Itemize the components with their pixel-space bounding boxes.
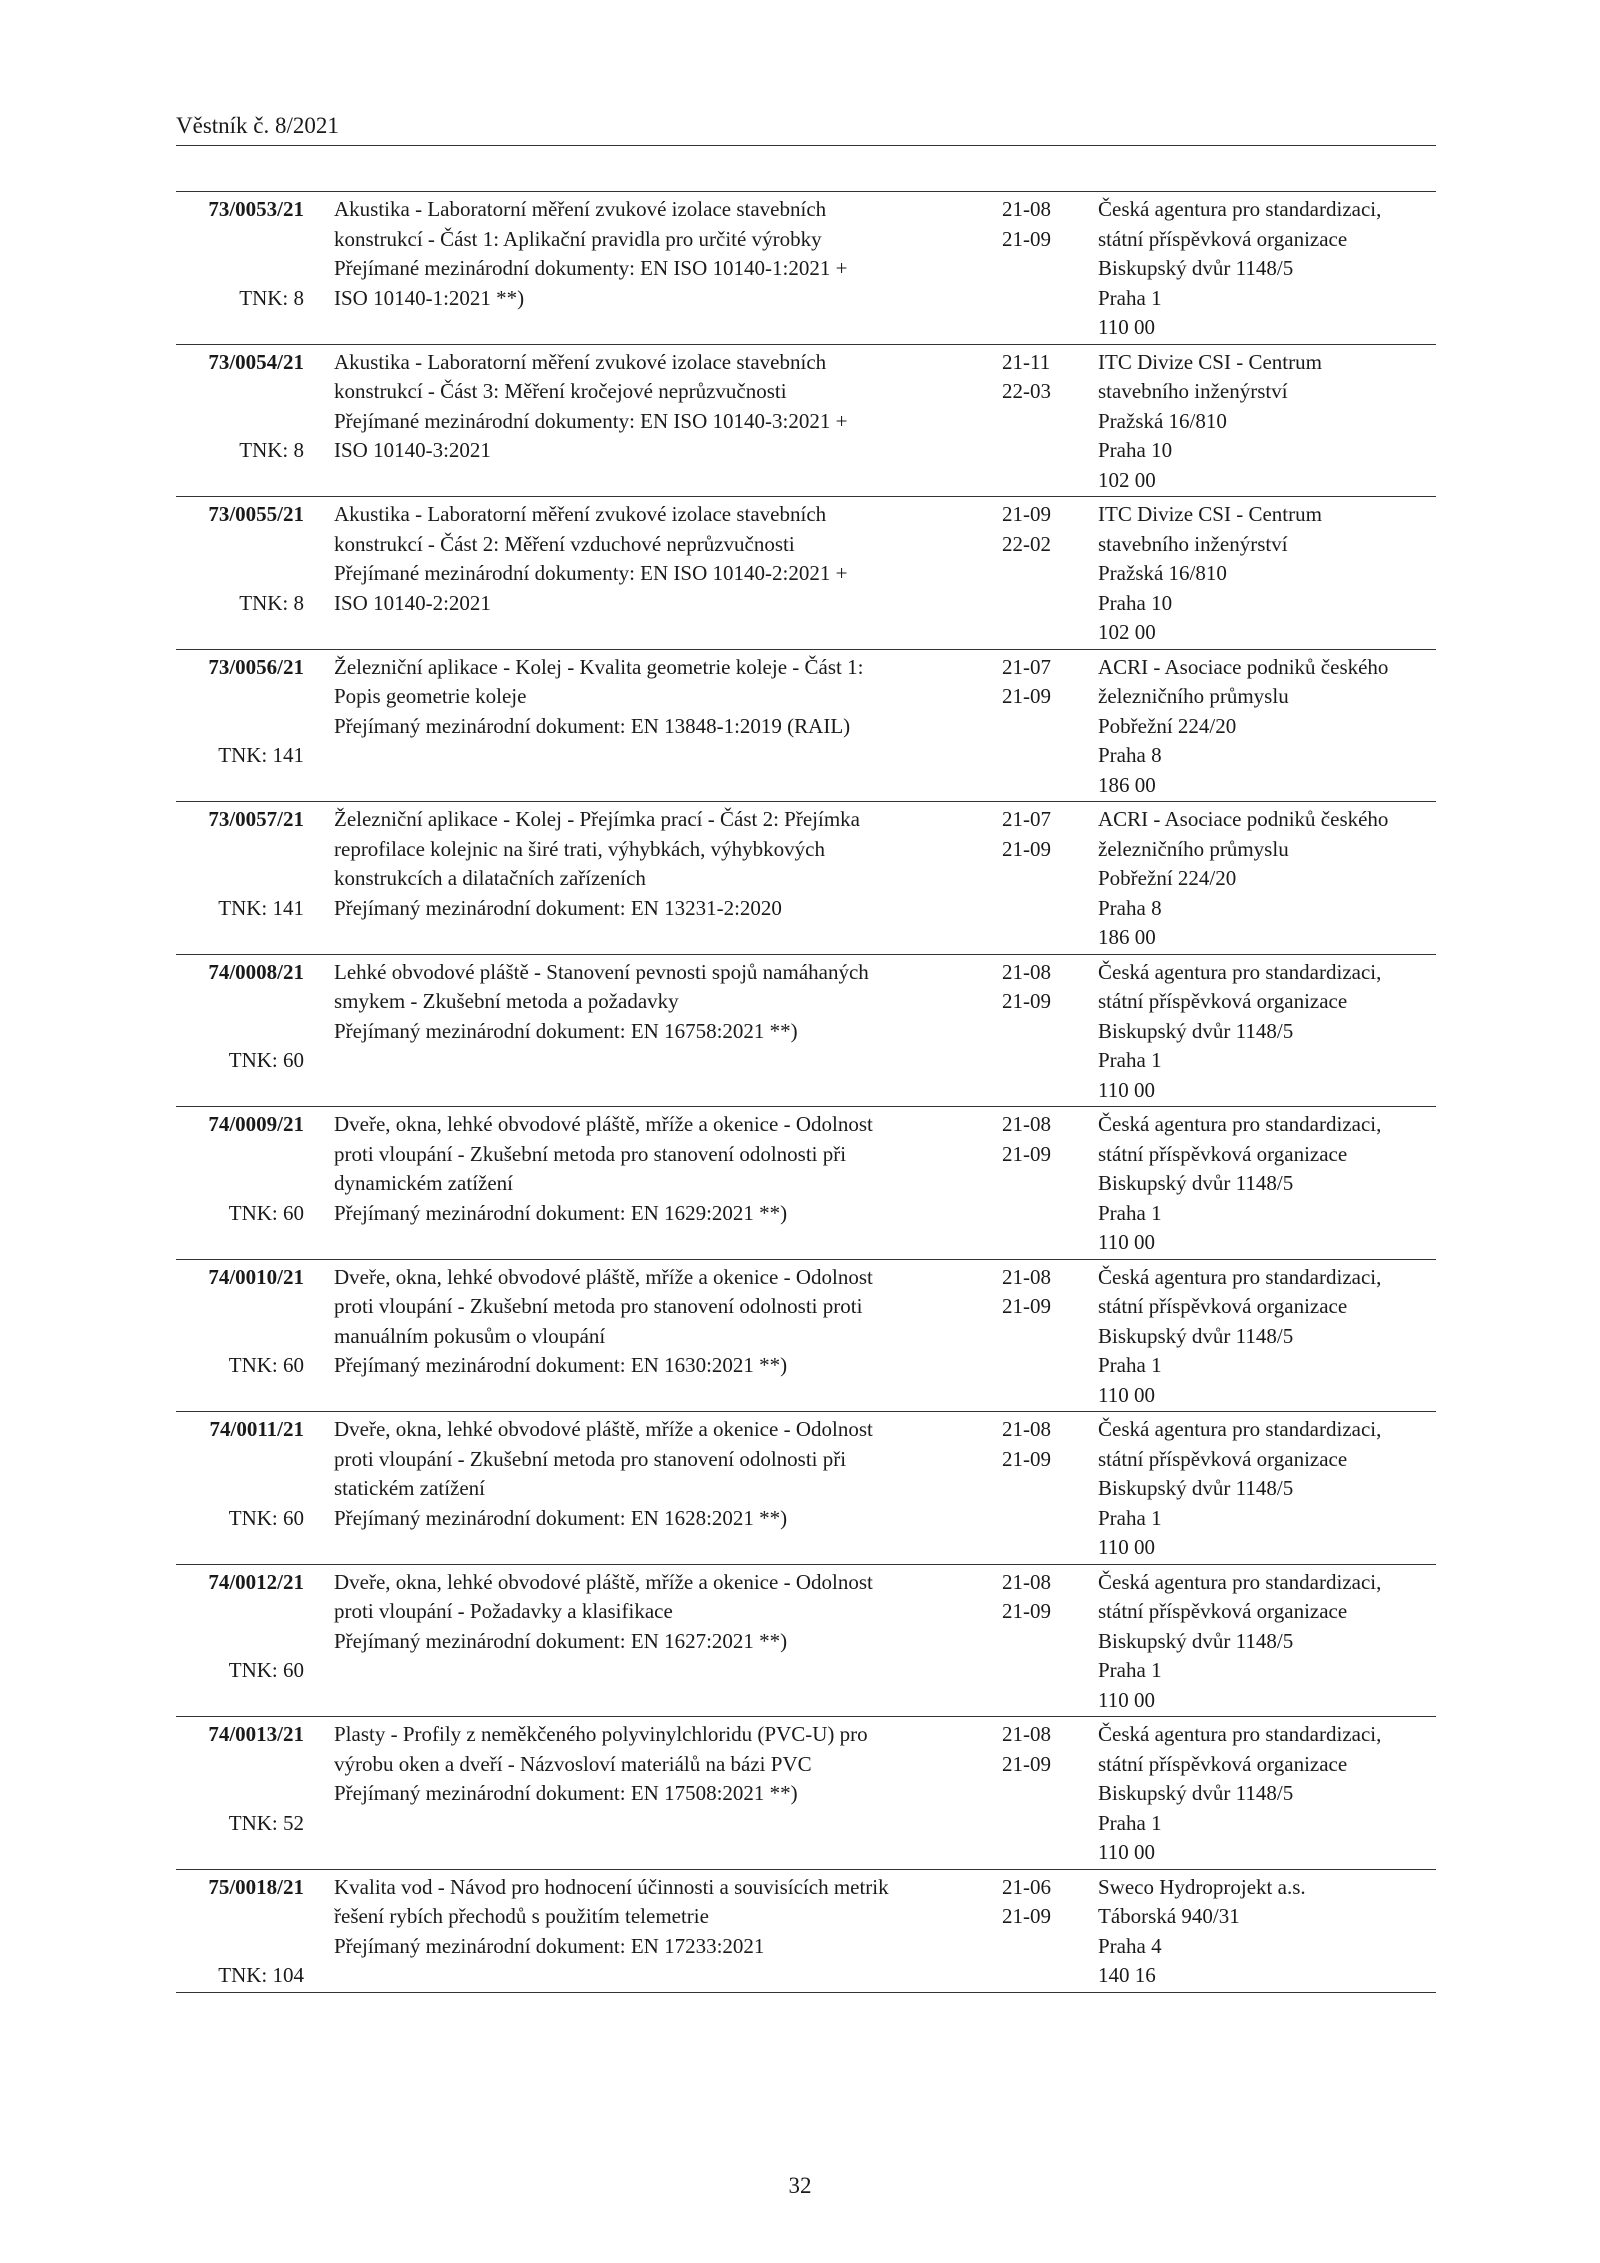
entry-tnk: TNK: 141 [218, 895, 304, 920]
entry-title-line: Přejímané mezinárodní dokumenty: EN ISO 10140-2:2021 + [334, 561, 848, 585]
list-item [176, 497, 1436, 650]
entry-date: 21-09 [1002, 1141, 1051, 1166]
entry-code-column [176, 958, 304, 1072]
entry-title-line: Dveře, okna, lehké obvodové pláště, mříže a okenice - Odolnost [334, 1264, 873, 1289]
entry-organization-line: státní příspěvková organizace [1098, 1141, 1348, 1166]
list-item [176, 955, 1436, 1108]
entry-title-line: konstrukcí - Část 1: Aplikační pravidla pro určité výrobky [334, 226, 822, 251]
entry-date: 21-08 [1002, 1112, 1051, 1136]
spacer [334, 1076, 984, 1106]
entry-title-line: Přejímaný mezinárodní dokument: EN 1629:2021 **) [334, 1200, 788, 1225]
entry-organization-line: stavebního inženýrství [1098, 531, 1288, 556]
entry-title-line: Akustika - Laboratorní měření zvukové izolace stavebních [334, 349, 827, 374]
entry-title [334, 1110, 984, 1258]
spacer [334, 1533, 984, 1563]
entry-code: 73/0055/21 [208, 502, 304, 526]
entry-title-line: proti vloupání - Zkušební metoda pro stanovení odolnosti při [334, 1141, 847, 1166]
entry-title-line: konstrukcí - Část 2: Měření vzduchové neprůzvučnosti [334, 531, 795, 556]
list-item [176, 1565, 1436, 1718]
entry-organization-line: státní příspěvková organizace [1098, 1751, 1348, 1776]
entry-date: 21-06 [1002, 1874, 1051, 1899]
entry-dates [1002, 958, 1062, 1017]
entry-title-line: ISO 10140-1:2021 **) [334, 285, 525, 310]
entry-organization-line: Praha 4 [1098, 1933, 1162, 1958]
entry-title-line: Přejímaný mezinárodní dokument: EN 17508:2021 **) [334, 1781, 798, 1805]
entry-title [334, 805, 984, 953]
entry-organization-line: Česká agentura pro standardizaci, [1098, 959, 1382, 984]
entry-organization-line: Sweco Hydroprojekt a.s. [1098, 1874, 1306, 1899]
entry-organization-line: Biskupský dvůr 1148/5 [1098, 256, 1294, 280]
spacer [334, 741, 984, 771]
entry-code: 74/0009/21 [208, 1112, 304, 1136]
entry-date: 21-09 [1002, 1599, 1051, 1623]
entry-title-line: proti vloupání - Zkušební metoda pro stanovení odolnosti při [334, 1446, 847, 1471]
entry-tnk: TNK: 8 [239, 590, 304, 615]
entry-title-line: Lehké obvodové pláště - Stanovení pevnosti spojů namáhaných [334, 959, 869, 984]
entry-title-line: proti vloupání - Požadavky a klasifikace [334, 1599, 673, 1623]
entry-tnk: TNK: 104 [218, 1963, 304, 1987]
entry-date: 21-09 [1002, 1751, 1051, 1776]
entry-title-line: statickém zatížení [334, 1476, 486, 1500]
entry-code: 74/0010/21 [208, 1264, 304, 1289]
entry-code-column [176, 500, 304, 615]
entry-organization-line: Česká agentura pro standardizaci, [1098, 1112, 1382, 1136]
spacer [334, 923, 984, 953]
entry-organization-line: Praha 1 [1098, 1200, 1162, 1225]
entry-organization-line: Česká agentura pro standardizaci, [1098, 197, 1382, 221]
entry-code: 73/0054/21 [208, 349, 304, 374]
spacer [334, 1228, 984, 1258]
entry-organization-line: Biskupský dvůr 1148/5 [1098, 1323, 1294, 1348]
spacer [334, 1656, 984, 1686]
entry-organization-line: Praha 1 [1098, 1048, 1162, 1072]
entry-title-line: řešení rybích přechodů s použitím telemetrie [334, 1904, 709, 1928]
spacer [334, 618, 984, 648]
entry-code-column [176, 1568, 304, 1682]
entry-organization-line: Česká agentura pro standardizaci, [1098, 1264, 1382, 1289]
entry-title [334, 1263, 984, 1411]
entry-date: 21-08 [1002, 1264, 1051, 1289]
list-item [176, 192, 1436, 345]
entry-date: 21-09 [1002, 1294, 1051, 1318]
entry-organization-line: Biskupský dvůr 1148/5 [1098, 1628, 1294, 1653]
entry-organization-line: Praha 1 [1098, 285, 1162, 310]
entry-dates [1002, 195, 1062, 254]
entry-organization [1098, 653, 1438, 801]
entry-code: 73/0056/21 [208, 654, 304, 679]
entry-date: 21-08 [1002, 959, 1051, 984]
entry-organization-line: Biskupský dvůr 1148/5 [1098, 1476, 1294, 1500]
entry-title-line: Přejímaný mezinárodní dokument: EN 1630:2021 **) [334, 1353, 788, 1377]
entry-organization-line: 110 00 [1098, 1840, 1155, 1864]
entry-date: 22-02 [1002, 531, 1051, 556]
entry-title-line: Dveře, okna, lehké obvodové pláště, mříže a okenice - Odolnost [334, 1417, 873, 1441]
entry-organization-line: Biskupský dvůr 1148/5 [1098, 1171, 1294, 1195]
entry-organization-line: 186 00 [1098, 925, 1156, 949]
entry-date: 21-09 [1002, 836, 1051, 861]
entry-code-column [176, 1720, 304, 1835]
spacer [334, 1809, 984, 1839]
entry-organization-line: Praha 8 [1098, 743, 1162, 767]
entry-code: 75/0018/21 [208, 1874, 304, 1899]
entry-organization-line: státní příspěvková organizace [1098, 989, 1348, 1013]
entry-code-column [176, 1873, 304, 1987]
entry-date: 22-03 [1002, 379, 1051, 403]
entry-organization [1098, 1110, 1438, 1258]
entry-organization [1098, 1415, 1438, 1563]
entry-code: 74/0011/21 [209, 1417, 304, 1441]
entry-organization-line: ITC Divize CSI - Centrum [1098, 502, 1322, 526]
entry-dates [1002, 653, 1062, 712]
entry-organization-line: železničního průmyslu [1098, 684, 1289, 708]
entry-organization-line: 110 00 [1098, 1230, 1155, 1254]
entry-tnk: TNK: 60 [228, 1048, 304, 1072]
entry-title-line: Přejímaný mezinárodní dokument: EN 13231-2:2020 [334, 895, 782, 920]
entry-title [334, 1415, 984, 1563]
entry-organization-line: stavebního inženýrství [1098, 379, 1288, 403]
entry-code-column [176, 1110, 304, 1225]
list-item [176, 1412, 1436, 1565]
entry-organization [1098, 500, 1438, 648]
entry-title-line: Popis geometrie koleje [334, 684, 527, 708]
entry-code: 73/0053/21 [208, 197, 304, 221]
entry-date: 21-08 [1002, 1569, 1051, 1594]
entry-title-line: Akustika - Laboratorní měření zvukové izolace stavebních [334, 502, 827, 526]
entry-title [334, 1720, 984, 1868]
entry-title-line: ISO 10140-3:2021 [334, 438, 491, 462]
entry-title-line: výrobu oken a dveří - Názvosloví materiálů na bázi PVC [334, 1751, 812, 1776]
entry-organization [1098, 195, 1438, 343]
entry-title-line: proti vloupání - Zkušební metoda pro stanovení odolnosti proti [334, 1294, 863, 1318]
spacer [334, 1961, 984, 1991]
entry-organization-line: Česká agentura pro standardizaci, [1098, 1569, 1382, 1594]
entry-organization-line: Praha 1 [1098, 1810, 1162, 1835]
entry-tnk: TNK: 60 [228, 1200, 304, 1225]
entry-organization-line: ACRI - Asociace podniků českého [1098, 654, 1389, 679]
entry-title-line: Přejímaný mezinárodní dokument: EN 16758:2021 **) [334, 1018, 798, 1043]
entry-tnk: TNK: 52 [228, 1810, 304, 1835]
entry-title-line: Přejímaný mezinárodní dokument: EN 1627:2021 **) [334, 1628, 788, 1653]
entry-title-line: Přejímané mezinárodní dokumenty: EN ISO 10140-1:2021 + [334, 256, 848, 280]
entry-organization-line: Táborská 940/31 [1098, 1904, 1240, 1928]
entry-organization-line: 102 00 [1098, 467, 1156, 492]
entry-title-line: Přejímaný mezinárodní dokument: EN 17233:2021 [334, 1933, 765, 1958]
list-item [176, 1260, 1436, 1413]
entry-title-line: konstrukcích a dilatačních zařízeních [334, 866, 646, 890]
entry-organization [1098, 348, 1438, 496]
entry-organization-line: 140 16 [1098, 1963, 1156, 1987]
entry-organization-line: Pražská 16/810 [1098, 408, 1227, 433]
entry-code: 74/0008/21 [208, 959, 304, 984]
entry-title [334, 195, 984, 343]
entry-title-line: Akustika - Laboratorní měření zvukové izolace stavebních [334, 197, 827, 221]
header-divider [176, 145, 1436, 146]
spacer [334, 771, 984, 801]
entry-organization-line: 110 00 [1098, 1535, 1155, 1559]
entry-date: 21-08 [1002, 197, 1051, 221]
entry-code-column [176, 195, 304, 310]
entry-organization-line: Biskupský dvůr 1148/5 [1098, 1781, 1294, 1805]
spacer [334, 1046, 984, 1076]
entry-date: 21-08 [1002, 1722, 1051, 1746]
entry-organization [1098, 1263, 1438, 1411]
entry-organization-line: Praha 1 [1098, 1353, 1162, 1377]
entry-organization-line: ACRI - Asociace podniků českého [1098, 807, 1389, 831]
standards-list [176, 191, 1436, 1993]
entry-organization-line: 102 00 [1098, 620, 1156, 644]
entry-dates [1002, 1110, 1062, 1169]
entry-title-line: konstrukcí - Část 3: Měření kročejové neprůzvučnosti [334, 379, 787, 403]
entry-date: 21-09 [1002, 1904, 1051, 1928]
entry-title [334, 653, 984, 801]
spacer [334, 466, 984, 496]
list-item [176, 802, 1436, 955]
entry-organization-line: Česká agentura pro standardizaci, [1098, 1417, 1382, 1441]
entry-tnk: TNK: 141 [218, 743, 304, 767]
entry-date: 21-09 [1002, 226, 1051, 251]
entry-organization-line: Praha 10 [1098, 438, 1173, 462]
list-item [176, 345, 1436, 498]
spacer [334, 1838, 984, 1868]
entry-date: 21-07 [1002, 654, 1051, 679]
spacer [334, 313, 984, 343]
entry-organization-line: Pobřežní 224/20 [1098, 713, 1237, 738]
entry-code: 74/0013/21 [208, 1722, 304, 1746]
entry-title-line: manuálním pokusům o vloupání [334, 1323, 606, 1348]
entry-organization-line: státní příspěvková organizace [1098, 1294, 1348, 1318]
entry-title [334, 958, 984, 1106]
entry-organization [1098, 1720, 1438, 1868]
entry-code: 74/0012/21 [208, 1569, 304, 1594]
entry-tnk: TNK: 60 [228, 1505, 304, 1530]
entry-code-column [176, 805, 304, 920]
entry-organization-line: Pražská 16/810 [1098, 561, 1227, 585]
entry-organization-line: Biskupský dvůr 1148/5 [1098, 1018, 1294, 1043]
entry-organization-line: 110 00 [1098, 1687, 1155, 1712]
entry-organization-line: státní příspěvková organizace [1098, 1599, 1348, 1623]
entry-organization-line: 110 00 [1098, 1382, 1155, 1407]
entry-date: 21-09 [1002, 989, 1051, 1013]
entry-title [334, 500, 984, 648]
entry-code-column [176, 348, 304, 462]
entry-title-line: Železniční aplikace - Kolej - Přejímka prací - Část 2: Přejímka [334, 807, 860, 831]
page-number: 32 [788, 2173, 812, 2198]
entry-organization-line: Praha 8 [1098, 895, 1162, 920]
entry-date: 21-11 [1002, 349, 1051, 374]
entry-code-column [176, 1415, 304, 1530]
entry-organization-line: státní příspěvková organizace [1098, 1446, 1348, 1471]
entry-title-line: Kvalita vod - Návod pro hodnocení účinnosti a souvisících metrik [334, 1874, 889, 1899]
entry-organization-line: 186 00 [1098, 772, 1156, 797]
entry-title-line: dynamickém zatížení [334, 1171, 514, 1195]
spacer [334, 1686, 984, 1716]
entry-code-column [176, 1263, 304, 1377]
entry-tnk: TNK: 8 [239, 438, 304, 462]
entry-organization [1098, 805, 1438, 953]
entry-organization [1098, 1568, 1438, 1716]
entry-title-line: Plasty - Profily z neměkčeného polyvinylchloridu (PVC-U) pro [334, 1722, 868, 1746]
entry-tnk: TNK: 60 [228, 1658, 304, 1682]
entry-title [334, 1873, 984, 1991]
entry-date: 21-09 [1002, 684, 1051, 708]
list-item [176, 650, 1436, 803]
entry-title-line: Železniční aplikace - Kolej - Kvalita geometrie koleje - Část 1: [334, 654, 864, 679]
entry-date: 21-09 [1002, 502, 1051, 526]
entry-dates [1002, 805, 1062, 864]
entry-dates [1002, 1873, 1062, 1932]
entry-title-line: Přejímané mezinárodní dokumenty: EN ISO 10140-3:2021 + [334, 408, 848, 433]
entry-date: 21-09 [1002, 1446, 1051, 1471]
entry-organization-line: Pobřežní 224/20 [1098, 866, 1237, 890]
entry-organization-line: železničního průmyslu [1098, 836, 1289, 861]
entry-title-line: Přejímaný mezinárodní dokument: EN 13848-1:2019 (RAIL) [334, 713, 851, 738]
entry-organization-line: Praha 1 [1098, 1658, 1162, 1682]
entry-title [334, 1568, 984, 1716]
entry-organization [1098, 1873, 1438, 1991]
entry-organization-line: ITC Divize CSI - Centrum [1098, 349, 1322, 374]
entry-organization-line: Praha 10 [1098, 590, 1173, 615]
entry-organization-line: Česká agentura pro standardizaci, [1098, 1722, 1382, 1746]
entry-tnk: TNK: 8 [239, 285, 304, 310]
entry-organization [1098, 958, 1438, 1106]
list-item [176, 1870, 1436, 1993]
entry-dates [1002, 348, 1062, 407]
entry-organization-line: státní příspěvková organizace [1098, 226, 1348, 251]
spacer [334, 1381, 984, 1411]
entry-title [334, 348, 984, 496]
entry-title-line: Přejímaný mezinárodní dokument: EN 1628:2021 **) [334, 1505, 788, 1530]
entry-title-line: Dveře, okna, lehké obvodové pláště, mříže a okenice - Odolnost [334, 1112, 873, 1136]
entry-title-line: Dveře, okna, lehké obvodové pláště, mříže a okenice - Odolnost [334, 1569, 873, 1594]
entry-organization-line: Praha 1 [1098, 1505, 1162, 1530]
entry-organization-line: 110 00 [1098, 1077, 1155, 1102]
entry-dates [1002, 1415, 1062, 1474]
entry-title-line: reprofilace kolejnic na širé trati, výhybkách, výhybkových [334, 836, 825, 861]
entry-dates [1002, 500, 1062, 559]
entry-dates [1002, 1568, 1062, 1627]
entry-title-line: smykem - Zkušební metoda a požadavky [334, 989, 679, 1013]
entry-code: 73/0057/21 [208, 807, 304, 831]
entry-code-column [176, 653, 304, 767]
entry-date: 21-08 [1002, 1417, 1051, 1441]
entry-dates [1002, 1720, 1062, 1779]
entry-title-line: ISO 10140-2:2021 [334, 590, 491, 615]
page-header: Věstník č. 8/2021 [176, 113, 339, 138]
entry-organization-line: 110 00 [1098, 315, 1155, 339]
entry-dates [1002, 1263, 1062, 1322]
list-item [176, 1107, 1436, 1260]
entry-date: 21-07 [1002, 807, 1051, 831]
entry-tnk: TNK: 60 [228, 1353, 304, 1377]
list-item [176, 1717, 1436, 1870]
